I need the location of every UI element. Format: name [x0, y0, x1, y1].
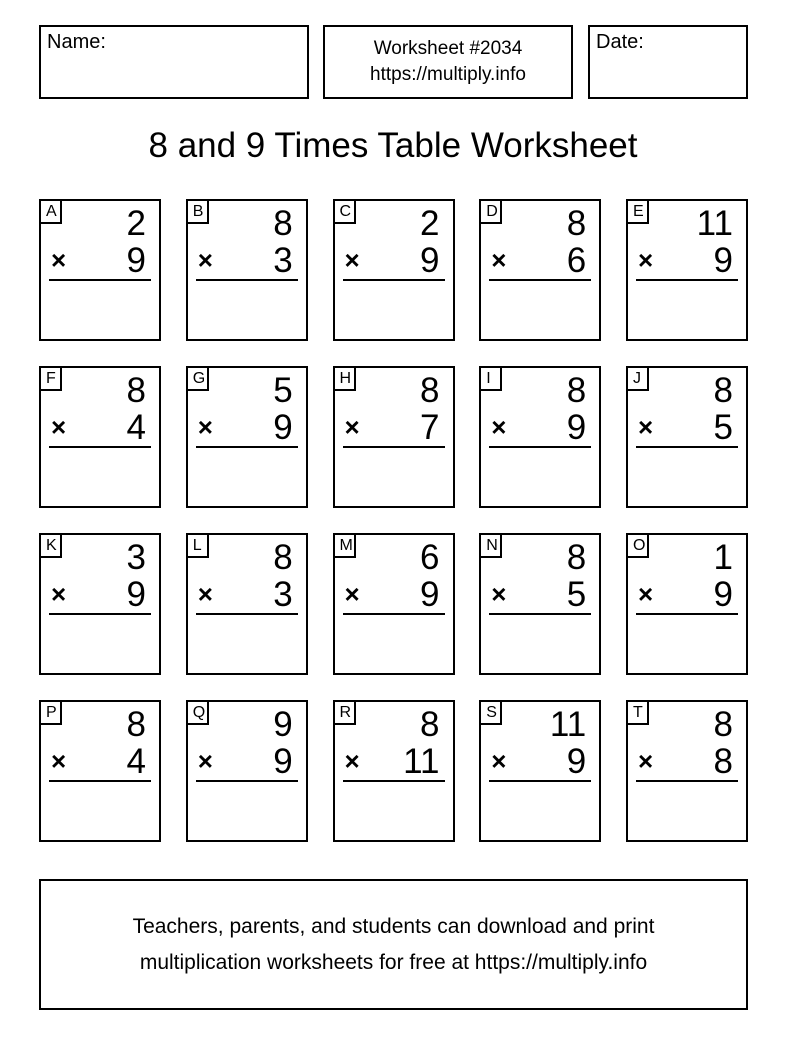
problem-letter: B [186, 199, 209, 224]
answer-line [636, 446, 738, 448]
problem-letter: C [333, 199, 356, 224]
multiplicand: 8 [566, 371, 587, 410]
answer-space [337, 784, 451, 838]
multiply-sign: × [344, 412, 360, 442]
multiplier: 6 [566, 241, 587, 280]
answer-line [636, 279, 738, 281]
answer-line [343, 613, 445, 615]
answer-space [43, 450, 157, 504]
problem-letter: K [39, 533, 62, 558]
multiply-sign: × [51, 245, 67, 275]
multiplicand: 11 [549, 705, 587, 744]
multiplier: 8 [713, 742, 733, 781]
multiplier: 9 [566, 408, 587, 447]
footer-box [39, 879, 748, 1010]
multiplicand: 5 [273, 371, 293, 410]
answer-space [190, 283, 304, 337]
multiplicand: 8 [566, 204, 587, 243]
multiplier: 11 [403, 742, 440, 781]
worksheet-url: https://multiply.info [370, 64, 526, 85]
problem-box [333, 533, 455, 675]
problem-box [39, 700, 161, 842]
header-row [39, 25, 748, 99]
problem-letter: D [479, 199, 502, 224]
answer-space [190, 784, 304, 838]
multiplicand: 8 [420, 371, 440, 410]
problem-box [186, 366, 308, 508]
multiply-sign: × [197, 245, 213, 275]
multiplier: 9 [420, 575, 440, 614]
multiply-sign: × [491, 579, 507, 609]
multiply-sign: × [344, 245, 360, 275]
answer-space [43, 283, 157, 337]
multiplicand: 9 [273, 705, 293, 744]
footer-line-2: multiplication worksheets for free at https://multiply.info [139, 950, 648, 974]
problem-box [626, 366, 748, 508]
answer-line [343, 279, 445, 281]
answer-space [630, 784, 744, 838]
multiplicand: 8 [713, 705, 733, 744]
multiplier: 9 [713, 575, 733, 614]
answer-space [190, 617, 304, 671]
multiplier: 5 [566, 575, 587, 614]
answer-line [49, 780, 151, 782]
answer-space [43, 784, 157, 838]
multiply-sign: × [197, 412, 213, 442]
multiplier: 3 [273, 575, 293, 614]
answer-line [196, 279, 298, 281]
multiplicand: 1 [713, 538, 733, 577]
multiply-sign: × [638, 579, 654, 609]
answer-line [636, 613, 738, 615]
multiplier: 4 [126, 742, 146, 781]
problem-box [479, 199, 601, 341]
multiply-sign: × [491, 245, 507, 275]
problem-letter: S [479, 700, 502, 725]
multiplier: 7 [420, 408, 440, 447]
multiplicand: 8 [273, 204, 293, 243]
problem-letter: G [186, 366, 209, 391]
name-field-box [39, 25, 309, 99]
answer-space [630, 450, 744, 504]
answer-line [49, 613, 151, 615]
problem-letter: A [39, 199, 62, 224]
multiplicand: 3 [126, 538, 146, 577]
problem-letter: I [479, 366, 502, 391]
answer-line [489, 279, 591, 281]
answer-space [630, 283, 744, 337]
answer-line [343, 446, 445, 448]
name-label: Name: [47, 31, 106, 53]
multiplicand: 11 [696, 204, 733, 243]
multiply-sign: × [344, 579, 360, 609]
multiplicand: 6 [420, 538, 440, 577]
problem-letter: M [333, 533, 356, 558]
problem-box [186, 700, 308, 842]
problem-letter: P [39, 700, 62, 725]
problem-letter: L [186, 533, 209, 558]
multiplier: 3 [273, 241, 293, 280]
footer-line-1: Teachers, parents, and students can download and print [132, 914, 655, 938]
worksheet-number: Worksheet #2034 [373, 38, 523, 59]
answer-line [489, 446, 591, 448]
multiply-sign: × [638, 746, 654, 776]
multiplicand: 8 [273, 538, 293, 577]
answer-space [630, 617, 744, 671]
problem-box [186, 199, 308, 341]
problem-letter: H [333, 366, 356, 391]
multiplicand: 8 [126, 371, 146, 410]
multiplier: 9 [273, 408, 293, 447]
multiply-sign: × [197, 579, 213, 609]
problem-box [39, 533, 161, 675]
problem-letter: O [626, 533, 649, 558]
answer-line [196, 780, 298, 782]
problem-letter: R [333, 700, 356, 725]
answer-space [483, 784, 597, 838]
answer-line [196, 446, 298, 448]
multiply-sign: × [491, 412, 507, 442]
problem-box [39, 366, 161, 508]
multiply-sign: × [197, 746, 213, 776]
multiplicand: 2 [420, 204, 440, 243]
page-title: 8 and 9 Times Table Worksheet [148, 126, 638, 165]
answer-line [636, 780, 738, 782]
multiplier: 9 [566, 742, 587, 781]
problem-box [186, 533, 308, 675]
answer-space [483, 283, 597, 337]
problem-box [333, 366, 455, 508]
multiplier: 4 [126, 408, 146, 447]
date-field-box [588, 25, 748, 99]
problem-box [626, 533, 748, 675]
problem-box [479, 700, 601, 842]
multiplier: 9 [273, 742, 293, 781]
date-label: Date: [596, 31, 644, 53]
multiplier: 9 [126, 575, 146, 614]
multiply-sign: × [51, 746, 67, 776]
multiplier: 5 [713, 408, 733, 447]
multiplier: 9 [126, 241, 146, 280]
answer-line [489, 780, 591, 782]
problem-box [39, 199, 161, 341]
multiplicand: 8 [126, 705, 146, 744]
problem-letter: E [626, 199, 649, 224]
multiply-sign: × [638, 412, 654, 442]
problem-letter: Q [186, 700, 209, 725]
multiplier: 9 [420, 241, 440, 280]
answer-line [489, 613, 591, 615]
problem-box [333, 199, 455, 341]
problem-box [479, 366, 601, 508]
problem-letter: T [626, 700, 649, 725]
answer-space [337, 283, 451, 337]
problem-box [333, 700, 455, 842]
answer-space [337, 617, 451, 671]
problem-letter: J [626, 366, 649, 391]
answer-space [337, 450, 451, 504]
answer-space [483, 617, 597, 671]
answer-space [43, 617, 157, 671]
multiplicand: 8 [566, 538, 587, 577]
answer-line [343, 780, 445, 782]
multiply-sign: × [51, 412, 67, 442]
answer-line [196, 613, 298, 615]
multiply-sign: × [344, 746, 360, 776]
problem-letter: N [479, 533, 502, 558]
multiply-sign: × [638, 245, 654, 275]
problem-box [626, 199, 748, 341]
worksheet-info-box [323, 25, 573, 99]
problems-grid [39, 199, 748, 842]
problem-letter: F [39, 366, 62, 391]
answer-space [190, 450, 304, 504]
multiplicand: 8 [713, 371, 733, 410]
answer-line [49, 446, 151, 448]
multiplier: 9 [713, 241, 733, 280]
answer-space [483, 450, 597, 504]
multiplicand: 8 [420, 705, 440, 744]
problem-box [626, 700, 748, 842]
multiply-sign: × [51, 579, 67, 609]
problem-box [479, 533, 601, 675]
answer-line [49, 279, 151, 281]
multiply-sign: × [491, 746, 507, 776]
multiplicand: 2 [126, 204, 146, 243]
